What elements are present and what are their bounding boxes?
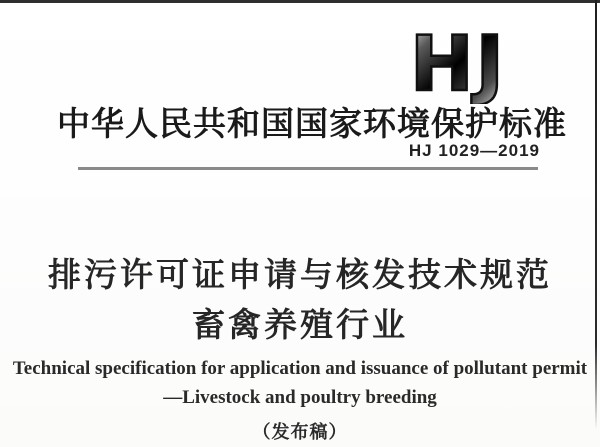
divider-rule <box>78 167 538 170</box>
title-cn-line2: 畜禽养殖行业 <box>192 306 408 343</box>
hj-logo-graphic <box>378 16 538 104</box>
title-en-line2: —Livestock and poultry breeding <box>163 387 437 408</box>
standard-number: HJ 1029—2019 <box>408 141 540 160</box>
hj-logo-text: HJ <box>410 19 506 104</box>
title-cn-line1: 排污许可证申请与核发技术规范 <box>48 256 552 293</box>
hj-logo <box>378 16 538 109</box>
draft-note: （发布稿） <box>252 422 348 442</box>
authority-heading: 中华人民共和国国家环境保护标准 <box>57 107 567 143</box>
title-en-line1: Technical specification for application and issuance of pollutant permit <box>12 358 588 379</box>
top-border-line <box>0 0 600 3</box>
